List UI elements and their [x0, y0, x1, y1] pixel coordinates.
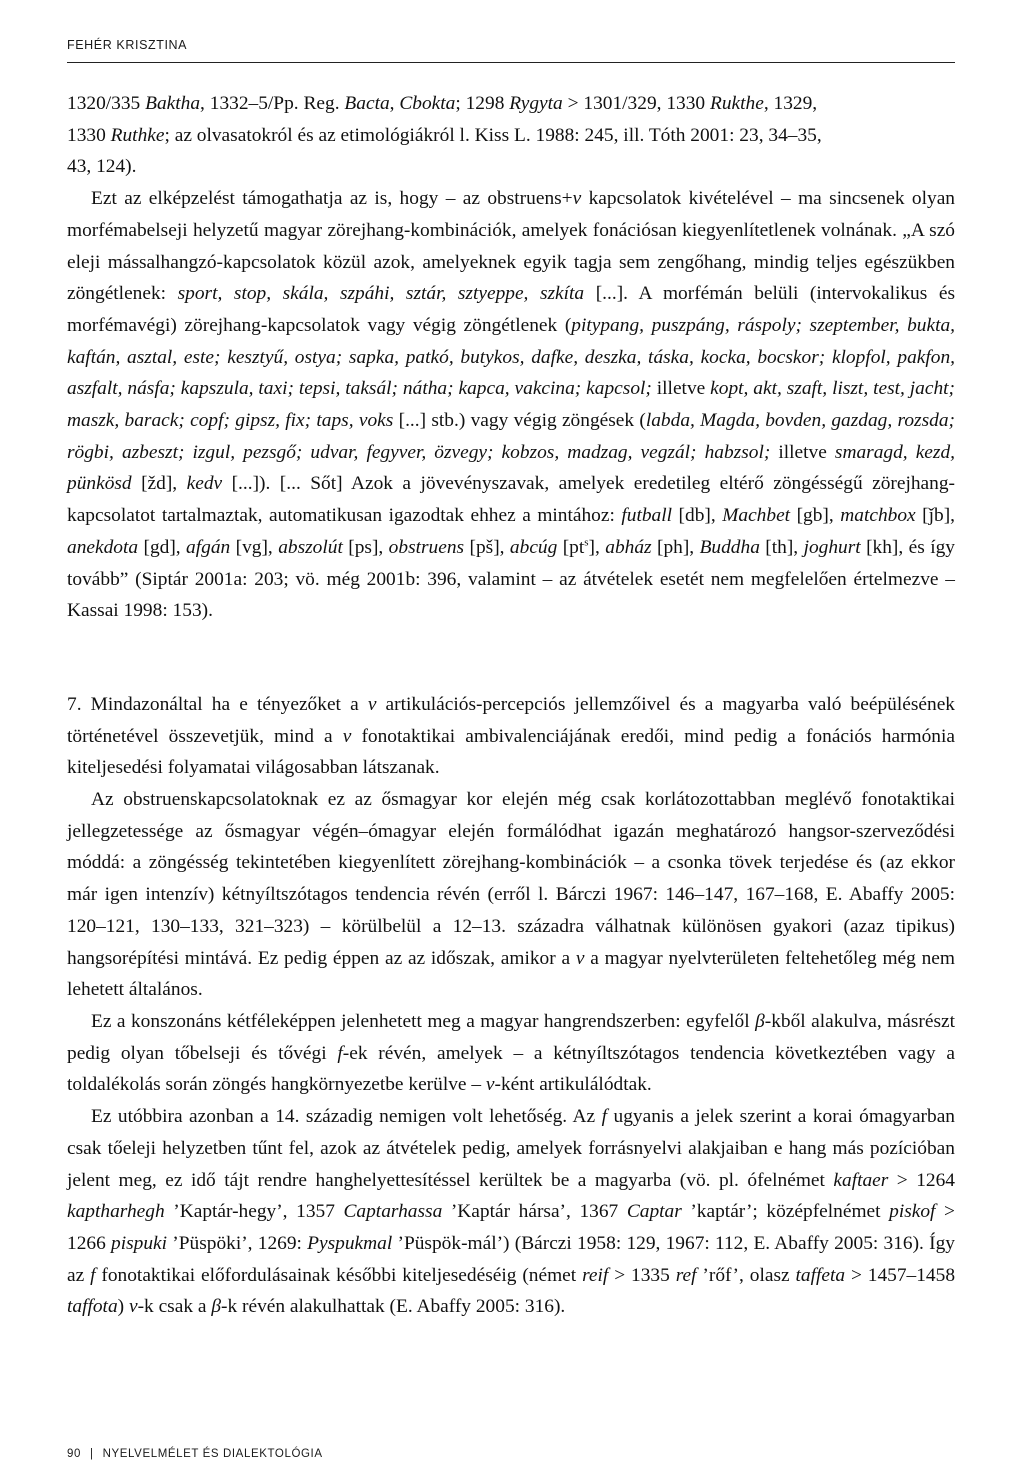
- citation-line: 1330 Ruthke; az olvasatokról és az etimológiákról l. Kiss L. 1988: 245, ill. Tóth 2001: 23, 34–35,: [67, 124, 822, 146]
- header-rule: [67, 62, 955, 63]
- paragraph: Ezt az elképzelést támogathatja az is, hogy – az obstruens+v kapcsolatok kivételével – ma sincsenek olyan morfémabelseji helyzetű magyar zörejhang-kombinációk, amelyek fonációsan kiegyenlítetlenek volnának. „A szó eleji mássalhangzó-kapcsolatok közül azok, amelyeknek egyik tagja sem zengőhang, mindig teljes egészükben zöngétlenek: sport, stop, skála, szpáhi, sztár, sztyeppe, szkíta [...]. A morfémán belüli (intervokalikus és morfémavégi) zörejhang-kapcsolatok vagy végig zöngétlenek (pitypang, puszpáng, ráspoly; szeptember, bukta, kaftán, asztal, este; kesztyű, ostya; sapka, patkó, butykos, dafke, deszka, táska, kocka, bocskor; klopfol, pakfon, aszfalt, násfa; kapszula, taxi; tepsi, taksál; nátha; kapca, vakcina; kapcsol; illetve kopt, akt, szaft, liszt, test, jacht; maszk, barack; copf; gipsz, fix; taps, voks [...] stb.) vagy végig zöngések (labda, Magda, bovden, gazdag, rozsda; rögbi, azbeszt; izgul, pezsgő; udvar, fegyver, özvegy; kobzos, madzag, vegzál; habzsol; illetve smaragd, kezd, pünkösd [žd], kedv [...]). [... Sőt] Azok a jövevényszavak, amelyek eredetileg eltérő zöngésségű zörejhang-kapcsolatot tartalmaztak, automatikusan igazodtak ehhez a mintához: futball [db], Machbet [gb], matchbox [ǰb], anekdota [gd], afgán [vg], abszolút [ps], obstruens [pš], abcúg $[pt^s]$, abház [ph], Buddha [th], joghurt [kh], és így tovább” (Siptár 2001a: 203; vö. még 2001b: 396, valamint – az átvételek esetét nem megfelelően értelmezve – Kassai 1998: 153).: [67, 188, 956, 622]
- paragraph: Ez a konszonáns kétféleképpen jelenhetett meg a magyar hangrendszerben: egyfelől β-kből alakulva, másrészt pedig olyan tőbelseji és tővégi f-ek révén, amelyek – a kétnyíltszótagos tendencia következtében vagy a toldalékolás során zöngés hangkörnyezetbe kerülve – v-ként artikulálódtak.: [67, 1010, 955, 1096]
- paragraph: Ez utóbbira azonban a 14. századig nemigen volt lehetőség. Az f ugyanis a jelek szerint a korai ómagyarban csak tőeleji helyzetben tűnt fel, azok az átvételek pedig, amelyek forrásnyelvi alakjaiban e hang más pozícióban jelent meg, ez idő tájt rendre hanghelyettesítéssel kerültek be a magyarba (vö. pl. ófelnémet kaftaer > 1264 kaptharhegh ’Kaptár-hegy’, 1357 Captarhassa ’Kaptár hársa’, 1367 Captar ’kaptár’; középfelnémet piskof > 1266 pispuki ’Püspöki’, 1269: Pyspukmal ’Püspök-mál’) (Bárczi 1958: 129, 1967: 112, E. Abaffy 2005: 316). Így az f fonotaktikai előfordulásainak későbbi kiteljesedéséig (német reif > 1335 ref ’rőf’, olasz taffeta > 1457–1458 taffota) v-k csak a β-k révén alakulhattak (E. Abaffy 2005: 316).: [67, 1106, 956, 1318]
- journal-title: NYELVELMÉLET ÉS DIALEKTOLÓGIA: [102, 1448, 323, 1460]
- section-gap: [67, 627, 955, 689]
- page-number: 90: [67, 1448, 81, 1460]
- footer-separator: |: [90, 1448, 94, 1460]
- running-head: FEHÉR KRISZTINA: [67, 38, 188, 52]
- citation-line: 1320/335 Baktha, 1332–5/Pp. Reg. Bacta, Cbokta; 1298 Rygyta > 1301/329, 1330 Rukthe, 1329,: [67, 93, 818, 114]
- section-continued: [67, 88, 955, 627]
- page-body: [67, 88, 955, 1323]
- paragraph: 7. Mindazonáltal ha e tényezőket a v artikulációs-percepciós jellemzőivel és a magyarba való beépülésének történetével összevetjük, mind a v fonotaktikai ambivalenciájának eredői, mind pedig a fonációs harmónia kiteljesedési folyamatai világosabban látszanak.: [67, 693, 956, 779]
- paragraph: Az obstruenskapcsolatoknak ez az ősmagyar kor elején még csak korlátozottabban meglévő fonotaktikai jellegzetessége az ősmagyar végén–ómagyar elején formálódhat igazán meghatározó hangsor-szerveződési móddá: a zöngésség tekintetében kiegyenlített zörejhang-kombinációk – a csonka tövek terjedése és (az ekkor már igen intenzív) kétnyíltszótagos tendencia révén (erről l. Bárczi 1967: 146–147, 167–168, E. Abaffy 2005: 120–121, 130–133, 321–323) – körülbelül a 12–13. századra válhatnak különösen gyakori (azaz tipikus) hangsorépítési mintává. Ez pedig éppen az az időszak, amikor a v a magyar nyelvterületen feltehetőleg még nem lehetett általános.: [67, 789, 955, 1001]
- page-footer: [67, 1448, 323, 1460]
- citation-line: 43, 124).: [67, 156, 137, 178]
- section-7: [67, 689, 955, 1323]
